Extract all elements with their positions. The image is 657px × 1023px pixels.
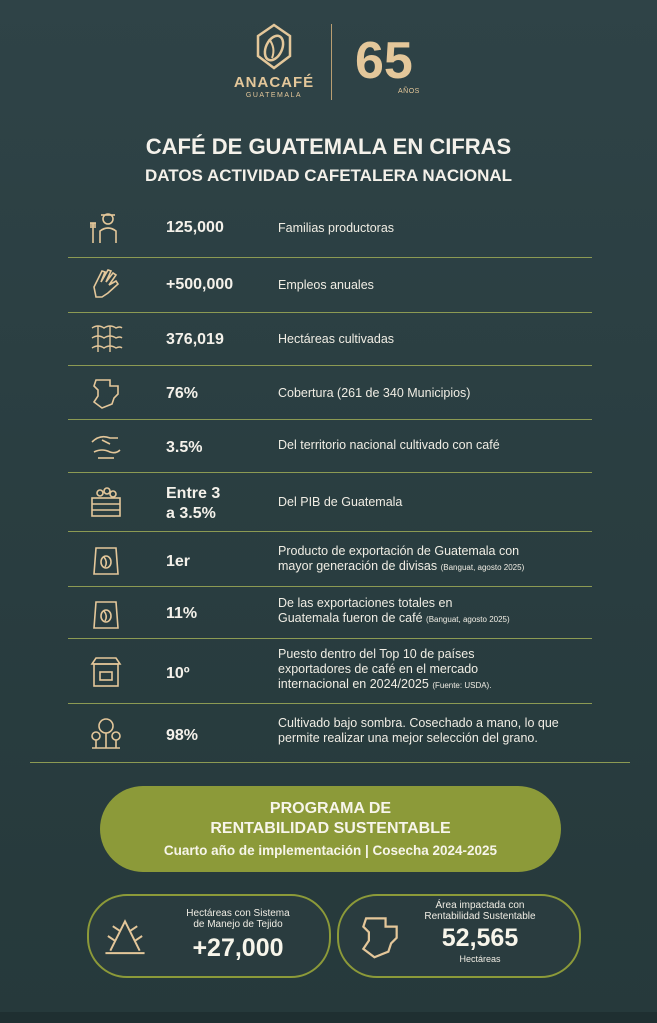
hand-soil-icon [88,428,124,464]
row-divider [68,419,592,420]
stat-row [68,318,592,362]
stat-description [278,716,598,746]
stat-value: 98% [166,727,199,744]
program-title-line-1: PROGRAMA DE [269,800,392,817]
row-divider [30,762,630,763]
stat-description [278,544,588,575]
row-divider [68,531,592,532]
desc-line-2: Guatemala fueron de café [278,611,423,625]
desc-line-2: permite realizar una mejor selección del grano. [278,731,538,745]
stat-label [163,908,313,930]
coffee-sack-icon [88,542,124,578]
stat-row [68,644,592,700]
stat-description [278,647,588,693]
stat-value: 125,000 [166,219,224,236]
stat-value: 11% [166,605,198,622]
guatemala-map-icon [88,374,124,410]
row-divider [68,312,592,313]
program-title-line-2: RENTABILIDAD SUSTENTABLE [210,820,451,837]
page-subtitle: DATOS ACTIVIDAD CAFETALERA NACIONAL [144,166,513,185]
stat-label-line-2: de Manejo de Tejido [193,919,283,930]
page-title: CAFÉ DE GUATEMALA EN CIFRAS [145,134,512,159]
guatemala-map-icon [355,910,405,960]
stat-value: 76% [166,385,199,402]
stat-pill-area [337,894,581,978]
stat-pill-tissue [87,894,331,978]
stat-row [68,712,592,758]
desc-line-1: Producto de exportación de Guatemala con [278,544,520,558]
stat-label [405,900,555,922]
stat-description: Del PIB de Guatemala [278,495,403,509]
row-divider [68,257,592,258]
stat-label-line-1: Hectáreas con Sistema [186,908,290,919]
stat-description: Familias productoras [278,221,395,235]
coffee-plants-icon [88,320,124,356]
stat-row [68,263,592,309]
header-divider [331,24,332,100]
stat-value: 10º [166,665,190,682]
stat-row [68,207,592,253]
stat-label-line-1: Área impactada con [435,900,525,911]
shade-trees-icon [88,716,124,752]
anacafe-logo [228,22,320,99]
stat-unit: Hectáreas [459,954,501,964]
stat-label-line-2: Rentabilidad Sustentable [424,911,536,922]
farmer-icon [88,209,124,245]
anniversary-number: 65 [355,32,413,90]
stat-description: Del territorio nacional cultivado con café [278,438,500,452]
bottom-edge [0,1012,657,1023]
stat-value: +500,000 [166,276,234,293]
stat-value: +27,000 [192,934,284,962]
row-divider [68,472,592,473]
row-divider [68,638,592,639]
source-note: (Banguat, agosto 2025) [440,563,525,572]
tissue-management-icon [103,914,147,958]
program-banner [100,786,561,872]
coffee-sack-icon [88,596,124,632]
stat-value: 376,019 [166,331,224,348]
stat-value: 52,565 [441,924,519,952]
source-note: (Banguat, agosto 2025) [426,615,510,624]
desc-line-2: mayor generación de divisas [278,559,438,573]
stat-row [68,592,592,636]
stat-row [68,538,592,582]
stat-row [68,426,592,470]
coffee-crate-icon [88,484,124,520]
stat-description [278,596,588,627]
stat-row [68,480,592,530]
source-note: (Fuente: USDA). [432,681,492,690]
header [0,18,657,108]
stat-description: Hectáreas cultivadas [278,332,395,346]
row-divider [68,703,592,704]
desc-line-1: Cultivado bajo sombra. Cosechado a mano, lo que [278,716,559,730]
stat-row [68,372,592,416]
row-divider [68,365,592,366]
stat-value-continued: a 3.5% [166,505,216,522]
desc-line-1: Puesto dentro del Top 10 de países [278,647,475,661]
stat-description: Empleos anuales [278,278,374,292]
row-divider [68,586,592,587]
brand-name: ANACAFÉ [233,74,315,91]
desc-line-2: exportadores de café en el mercado [278,662,479,676]
program-subtitle: Cuarto año de implementación | Cosecha 2024-2025 [163,843,498,858]
glove-icon [88,265,124,301]
stat-value: Entre 3 [166,485,221,502]
coffee-bean-logo-icon [248,22,300,72]
desc-line-3: internacional en 2024/2025 [278,677,429,691]
brand-country: GUATEMALA [245,92,303,99]
stat-description: Cobertura (261 de 340 Municipios) [278,386,471,400]
anniversary-unit: AÑOS [398,88,420,95]
anniversary-logo [355,26,435,96]
coffee-shop-icon [88,654,124,690]
desc-line-1: De las exportaciones totales en [278,596,453,610]
stat-value: 1er [166,553,191,570]
stat-value: 3.5% [166,439,203,456]
